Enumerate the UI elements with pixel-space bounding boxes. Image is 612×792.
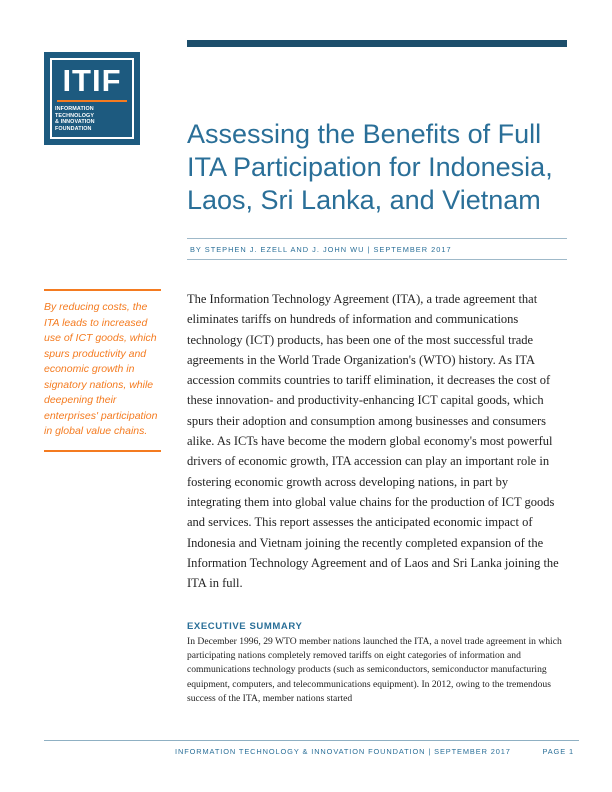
executive-summary-heading: EXECUTIVE SUMMARY bbox=[187, 621, 303, 632]
header-accent-bar bbox=[187, 40, 567, 47]
pull-quote bbox=[44, 289, 161, 452]
logo-subtitle-line2: & INNOVATION FOUNDATION bbox=[55, 119, 95, 132]
byline-bottom-rule bbox=[187, 259, 567, 260]
byline: BY STEPHEN J. EZELL AND J. JOHN WU | SEPTEMBER 2017 bbox=[190, 245, 452, 254]
logo-frame bbox=[50, 58, 134, 139]
footer-rule bbox=[44, 740, 579, 741]
byline-top-rule bbox=[187, 238, 567, 239]
itif-logo bbox=[44, 52, 140, 145]
report-title: Assessing the Benefits of Full ITA Participation for Indonesia, Laos, Sri Lanka, and Vietnam bbox=[187, 119, 553, 215]
page-number: PAGE 1 bbox=[542, 747, 574, 756]
logo-subtitle bbox=[55, 106, 129, 132]
logo-orange-rule bbox=[57, 100, 127, 102]
logo-subtitle-line1: INFORMATION TECHNOLOGY bbox=[55, 106, 95, 119]
logo-mark: ITIF bbox=[62, 63, 122, 98]
footer-text: INFORMATION TECHNOLOGY & INNOVATION FOUNDATION | SEPTEMBER 2017 bbox=[175, 747, 511, 756]
intro-paragraph: The Information Technology Agreement (ITA), a trade agreement that eliminates tariffs on hundreds of information and communications technology (ICT) products, has been one of the most successful trade agreements in the World Trade Organization's (WTO) history. As ITA accession commits countries to tariff elimination, it decreases the cost of these innovation- and productivity-enhancing ICT capital goods, which spurs their adoption and consumption among businesses and consumers alike. As ICTs have become the modern global economy's most powerful drivers of economic growth, ITA accession can play an important role in fostering economic growth across developing nations, in part by integrating them into global value chains for the production of ICT goods and services. This report assesses the anticipated economic impact of Indonesia and Vietnam joining the recently completed expansion of the Information Technology Agreement and of Laos and Sri Lanka joining the ITA in full. bbox=[187, 292, 559, 591]
pull-quote-text: By reducing costs, the ITA leads to increased use of ICT goods, which spurs productivity and economic growth in signatory nations, while deepening their enterprises' participation in global value chains. bbox=[44, 301, 158, 437]
executive-summary-paragraph: In December 1996, 29 WTO member nations launched the ITA, a novel trade agreement in which participating nations completely removed tariffs on eight categories of information and communications technology products (such as semiconductors, semiconductor manufacturing equipment, computers, and telecommunications equipment). In 2012, owing to the tremendous success of the ITA, member nations started bbox=[187, 636, 562, 704]
